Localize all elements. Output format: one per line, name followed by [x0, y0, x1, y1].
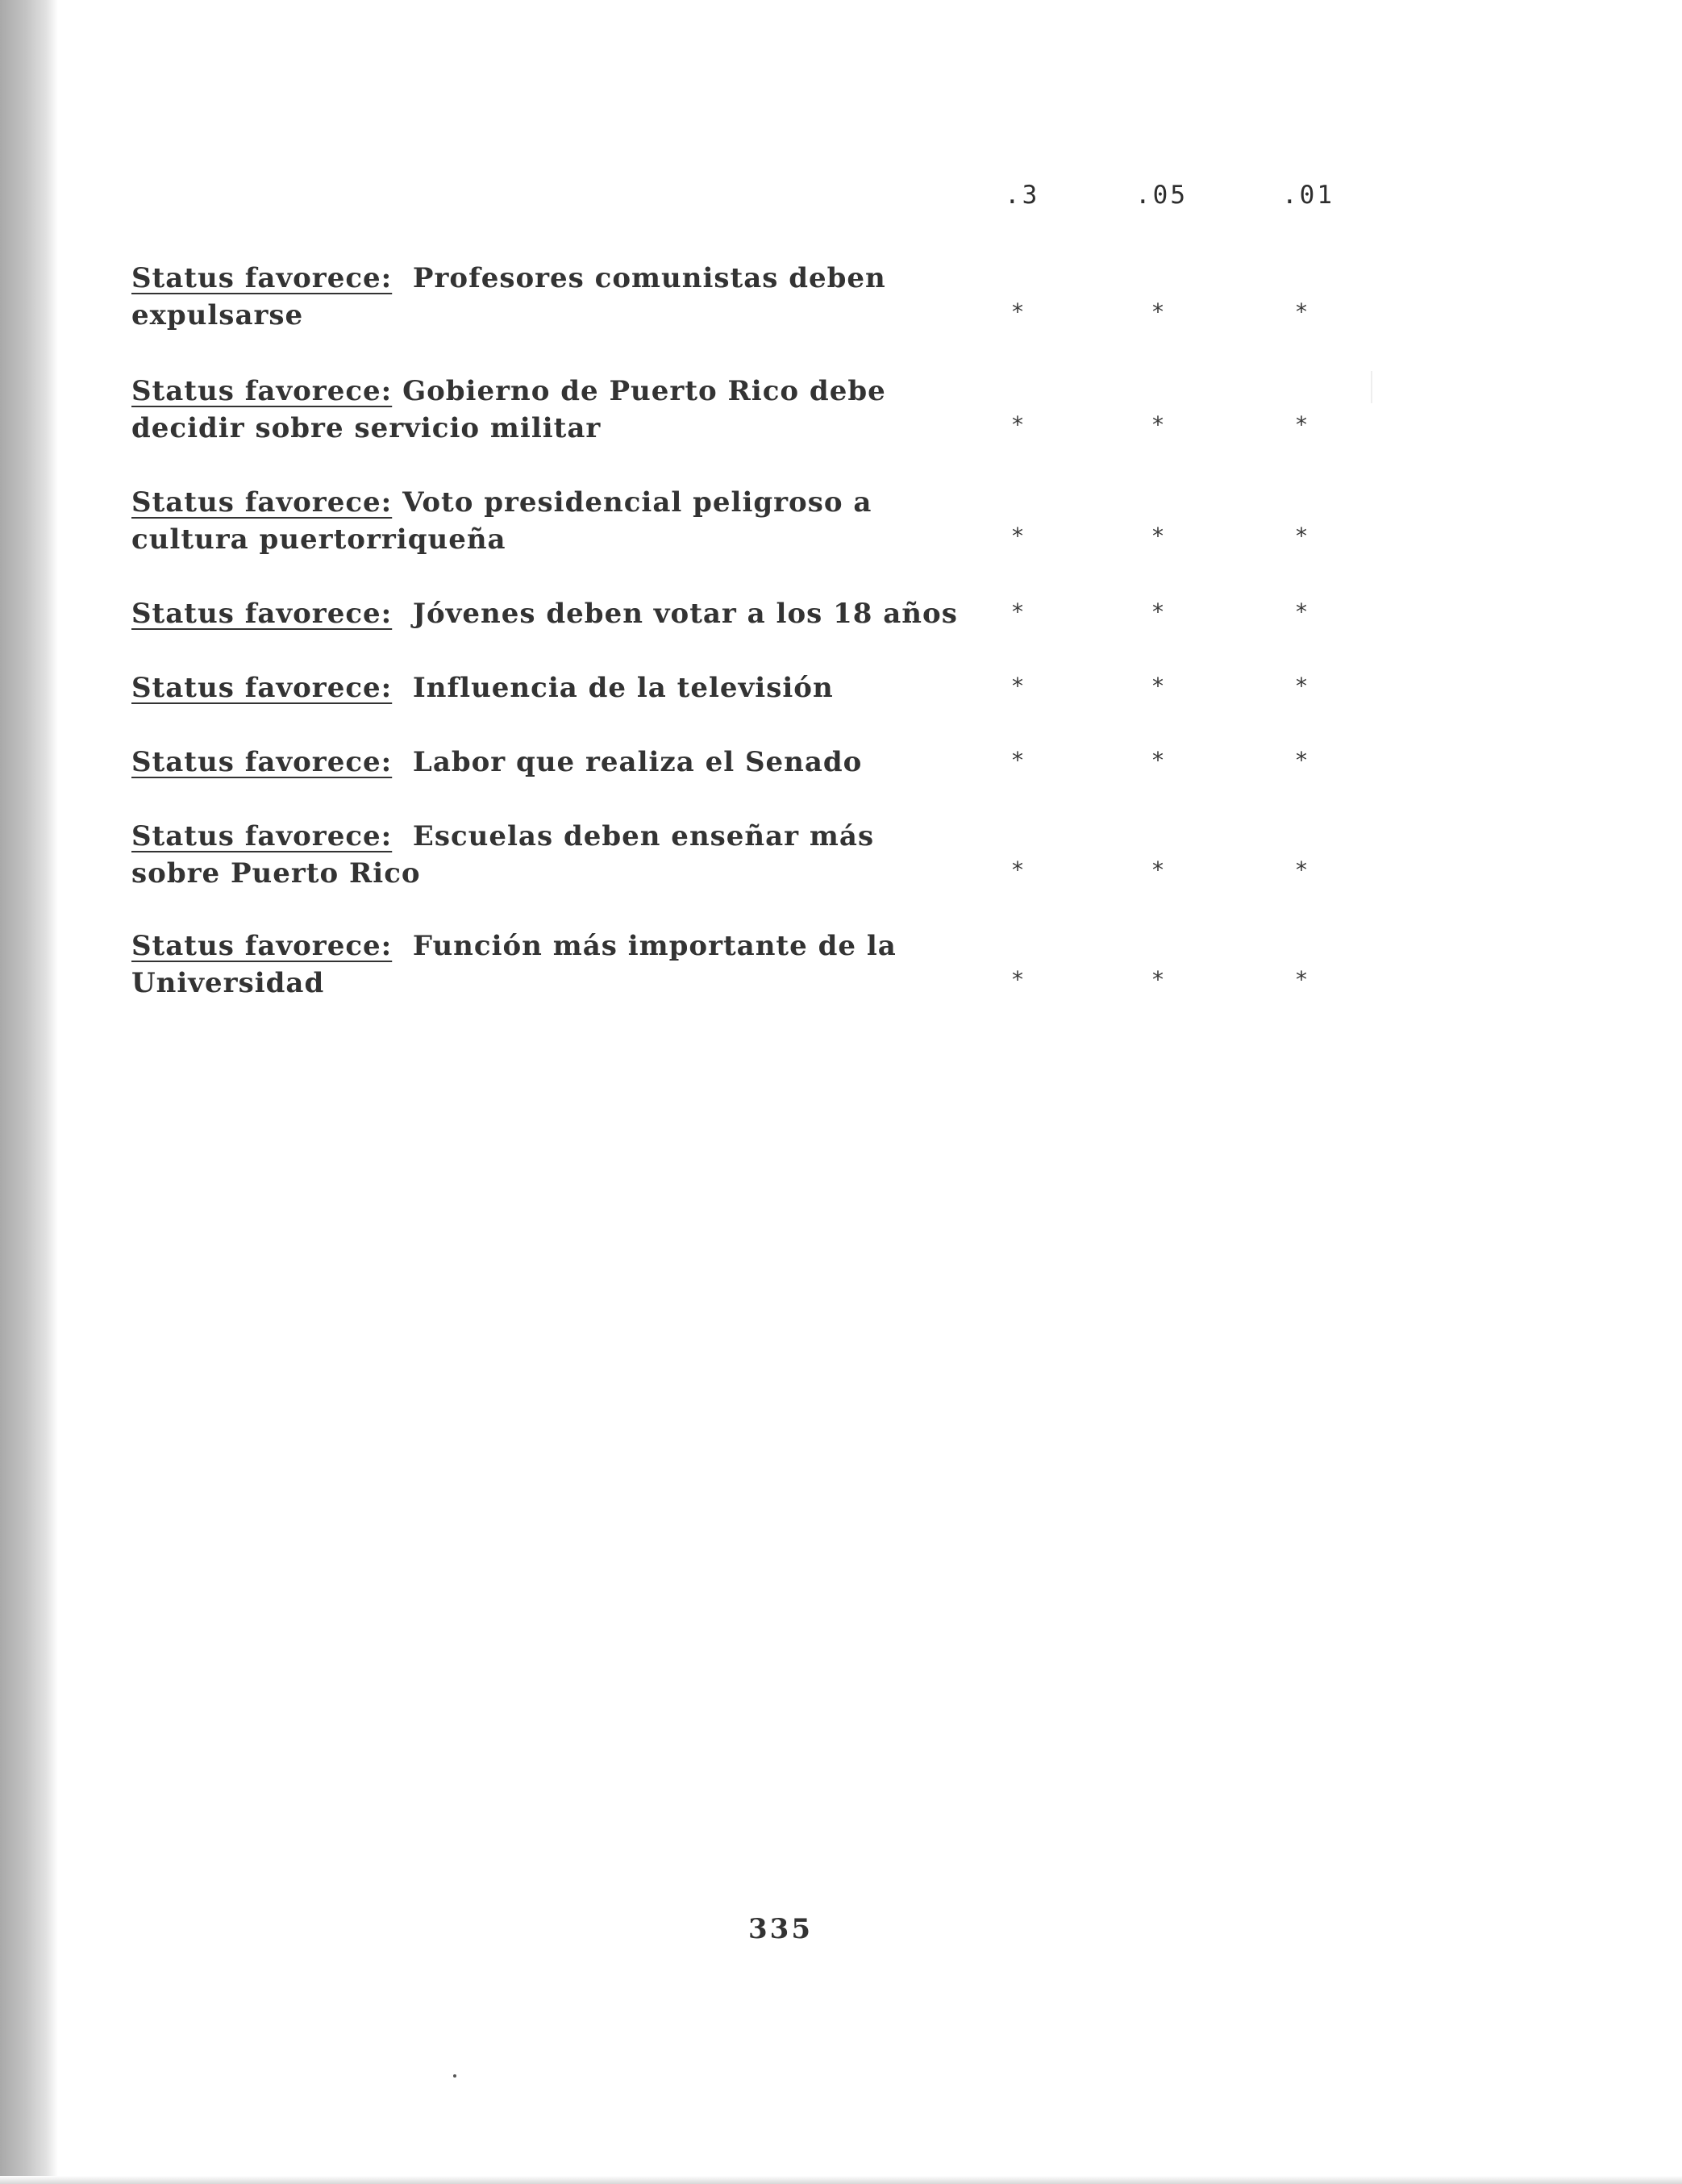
- significance-mark: *: [1012, 966, 1023, 993]
- row-label: [131, 484, 872, 558]
- row-text-line1: Escuelas deben enseñar más: [412, 820, 875, 852]
- row-text-line2: cultura puertorriqueña: [131, 523, 506, 556]
- row-label: [131, 927, 897, 1002]
- scan-dot: [453, 2074, 456, 2078]
- row-prefix: Status favorece:: [131, 262, 393, 294]
- row-text-line1: Jóvenes deben votar a los 18 años: [412, 598, 958, 630]
- significance-mark: *: [1296, 598, 1307, 625]
- page-bottom-edge: [0, 2176, 1682, 2184]
- significance-mark: *: [1296, 857, 1307, 883]
- row-text-line1: Profesores comunistas deben: [412, 262, 886, 294]
- row-label: [131, 595, 958, 632]
- significance-mark: *: [1296, 673, 1307, 699]
- row-text-line2: sobre Puerto Rico: [131, 857, 421, 890]
- significance-mark: *: [1152, 673, 1164, 699]
- significance-mark: *: [1012, 857, 1023, 883]
- row-prefix: Status favorece:: [131, 486, 393, 519]
- column-header-03: .3: [1005, 181, 1040, 210]
- significance-mark: *: [1012, 298, 1023, 325]
- row-prefix: Status favorece:: [131, 598, 393, 630]
- significance-mark: *: [1012, 747, 1023, 773]
- row-label: [131, 669, 834, 706]
- significance-mark: *: [1152, 411, 1164, 438]
- row-text-line2: expulsarse: [131, 299, 304, 331]
- significance-mark: *: [1012, 598, 1023, 625]
- significance-mark: *: [1296, 747, 1307, 773]
- significance-mark: *: [1152, 966, 1164, 993]
- page-binding-shadow: [0, 0, 58, 2184]
- significance-mark: *: [1296, 523, 1307, 549]
- significance-mark: *: [1296, 966, 1307, 993]
- row-text-line1: Voto presidencial peligroso a: [402, 486, 872, 519]
- row-text-line1: Función más importante de la: [412, 930, 897, 962]
- significance-mark: *: [1152, 857, 1164, 883]
- row-text-line2: decidir sobre servicio militar: [131, 412, 602, 444]
- row-text-line1: Influencia de la televisión: [412, 672, 834, 704]
- scan-speck: [1371, 371, 1372, 403]
- significance-mark: *: [1296, 411, 1307, 438]
- row-text-line2: Universidad: [131, 967, 325, 999]
- significance-mark: *: [1152, 747, 1164, 773]
- row-prefix: Status favorece:: [131, 930, 393, 962]
- significance-mark: *: [1012, 523, 1023, 549]
- row-label: [131, 373, 886, 447]
- row-label: [131, 818, 874, 892]
- page-number: 335: [748, 1913, 813, 1945]
- significance-mark: *: [1152, 523, 1164, 549]
- row-prefix: Status favorece:: [131, 820, 393, 852]
- significance-mark: *: [1012, 673, 1023, 699]
- row-prefix: Status favorece:: [131, 672, 393, 704]
- significance-mark: *: [1296, 298, 1307, 325]
- column-header-001: .01: [1282, 181, 1334, 210]
- significance-mark: *: [1152, 298, 1164, 325]
- row-label: [131, 744, 862, 781]
- row-label: [131, 260, 886, 334]
- significance-mark: *: [1012, 411, 1023, 438]
- row-prefix: Status favorece:: [131, 375, 393, 407]
- column-header-005: .05: [1135, 181, 1188, 210]
- significance-mark: *: [1152, 598, 1164, 625]
- row-prefix: Status favorece:: [131, 746, 393, 778]
- row-text-line1: Labor que realiza el Senado: [412, 746, 863, 778]
- row-text-line1: Gobierno de Puerto Rico debe: [402, 375, 886, 407]
